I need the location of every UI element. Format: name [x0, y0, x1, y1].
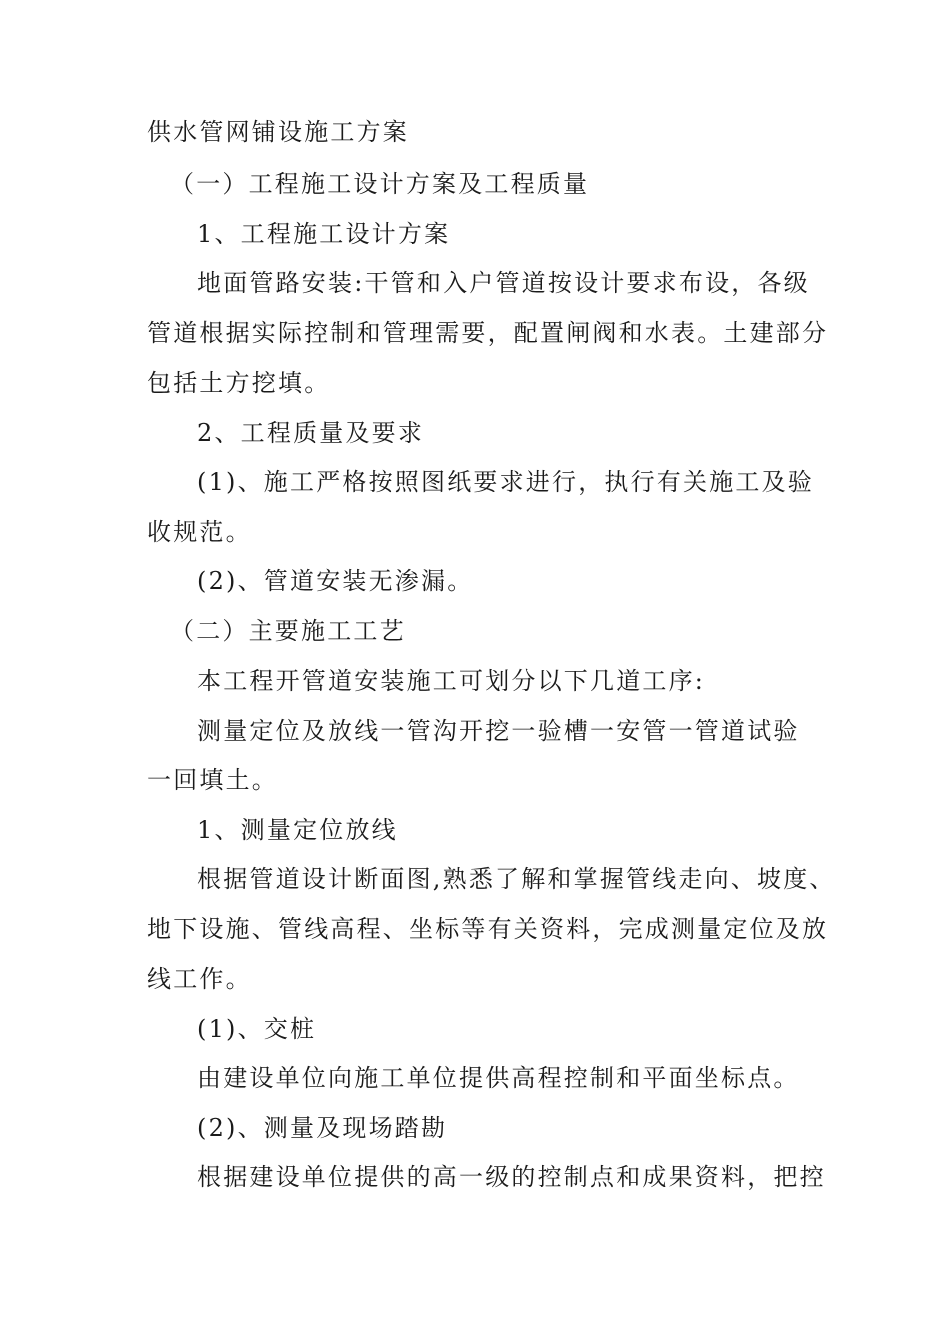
list-item: (1)、交桩: [197, 1015, 317, 1043]
paragraph-line: 测量定位及放线一管沟开挖一验槽一安管一管道试验: [197, 717, 800, 745]
section-heading-1: （一）工程施工设计方案及工程质量: [170, 170, 590, 198]
paragraph-line: 地面管路安装:干管和入户管道按设计要求布设，各级: [197, 269, 810, 297]
document-title: 供水管网铺设施工方案: [147, 118, 409, 146]
paragraph-line: 管道根据实际控制和管理需要，配置闸阀和水表。土建部分: [147, 319, 829, 347]
paragraph-line: 由建设单位向施工单位提供高程控制和平面坐标点。: [197, 1064, 800, 1092]
subsection-heading: 1、测量定位放线: [197, 816, 398, 844]
paragraph-line: 本工程开管道安装施工可划分以下几道工序:: [197, 667, 706, 695]
section-heading-2: （二）主要施工工艺: [170, 617, 406, 645]
paragraph-line: 地下设施、管线高程、坐标等有关资料，完成测量定位及放: [147, 915, 829, 943]
list-item: (2)、测量及现场踏勘: [197, 1114, 448, 1142]
subsection-heading: 1、工程施工设计方案: [197, 220, 451, 248]
paragraph-line: 一回填土。: [147, 766, 278, 794]
list-item: (2)、管道安装无渗漏。: [197, 567, 474, 595]
paragraph-line: 收规范。: [147, 518, 252, 546]
list-item: (1)、施工严格按照图纸要求进行，执行有关施工及验: [197, 468, 814, 496]
paragraph-line: 根据管道设计断面图,熟悉了解和掌握管线走向、坡度、: [197, 865, 836, 893]
paragraph-line: 包括土方挖填。: [147, 369, 331, 397]
paragraph-line: 根据建设单位提供的高一级的控制点和成果资料，把控: [197, 1163, 826, 1191]
paragraph-line: 线工作。: [147, 965, 252, 993]
subsection-heading: 2、工程质量及要求: [197, 419, 425, 447]
